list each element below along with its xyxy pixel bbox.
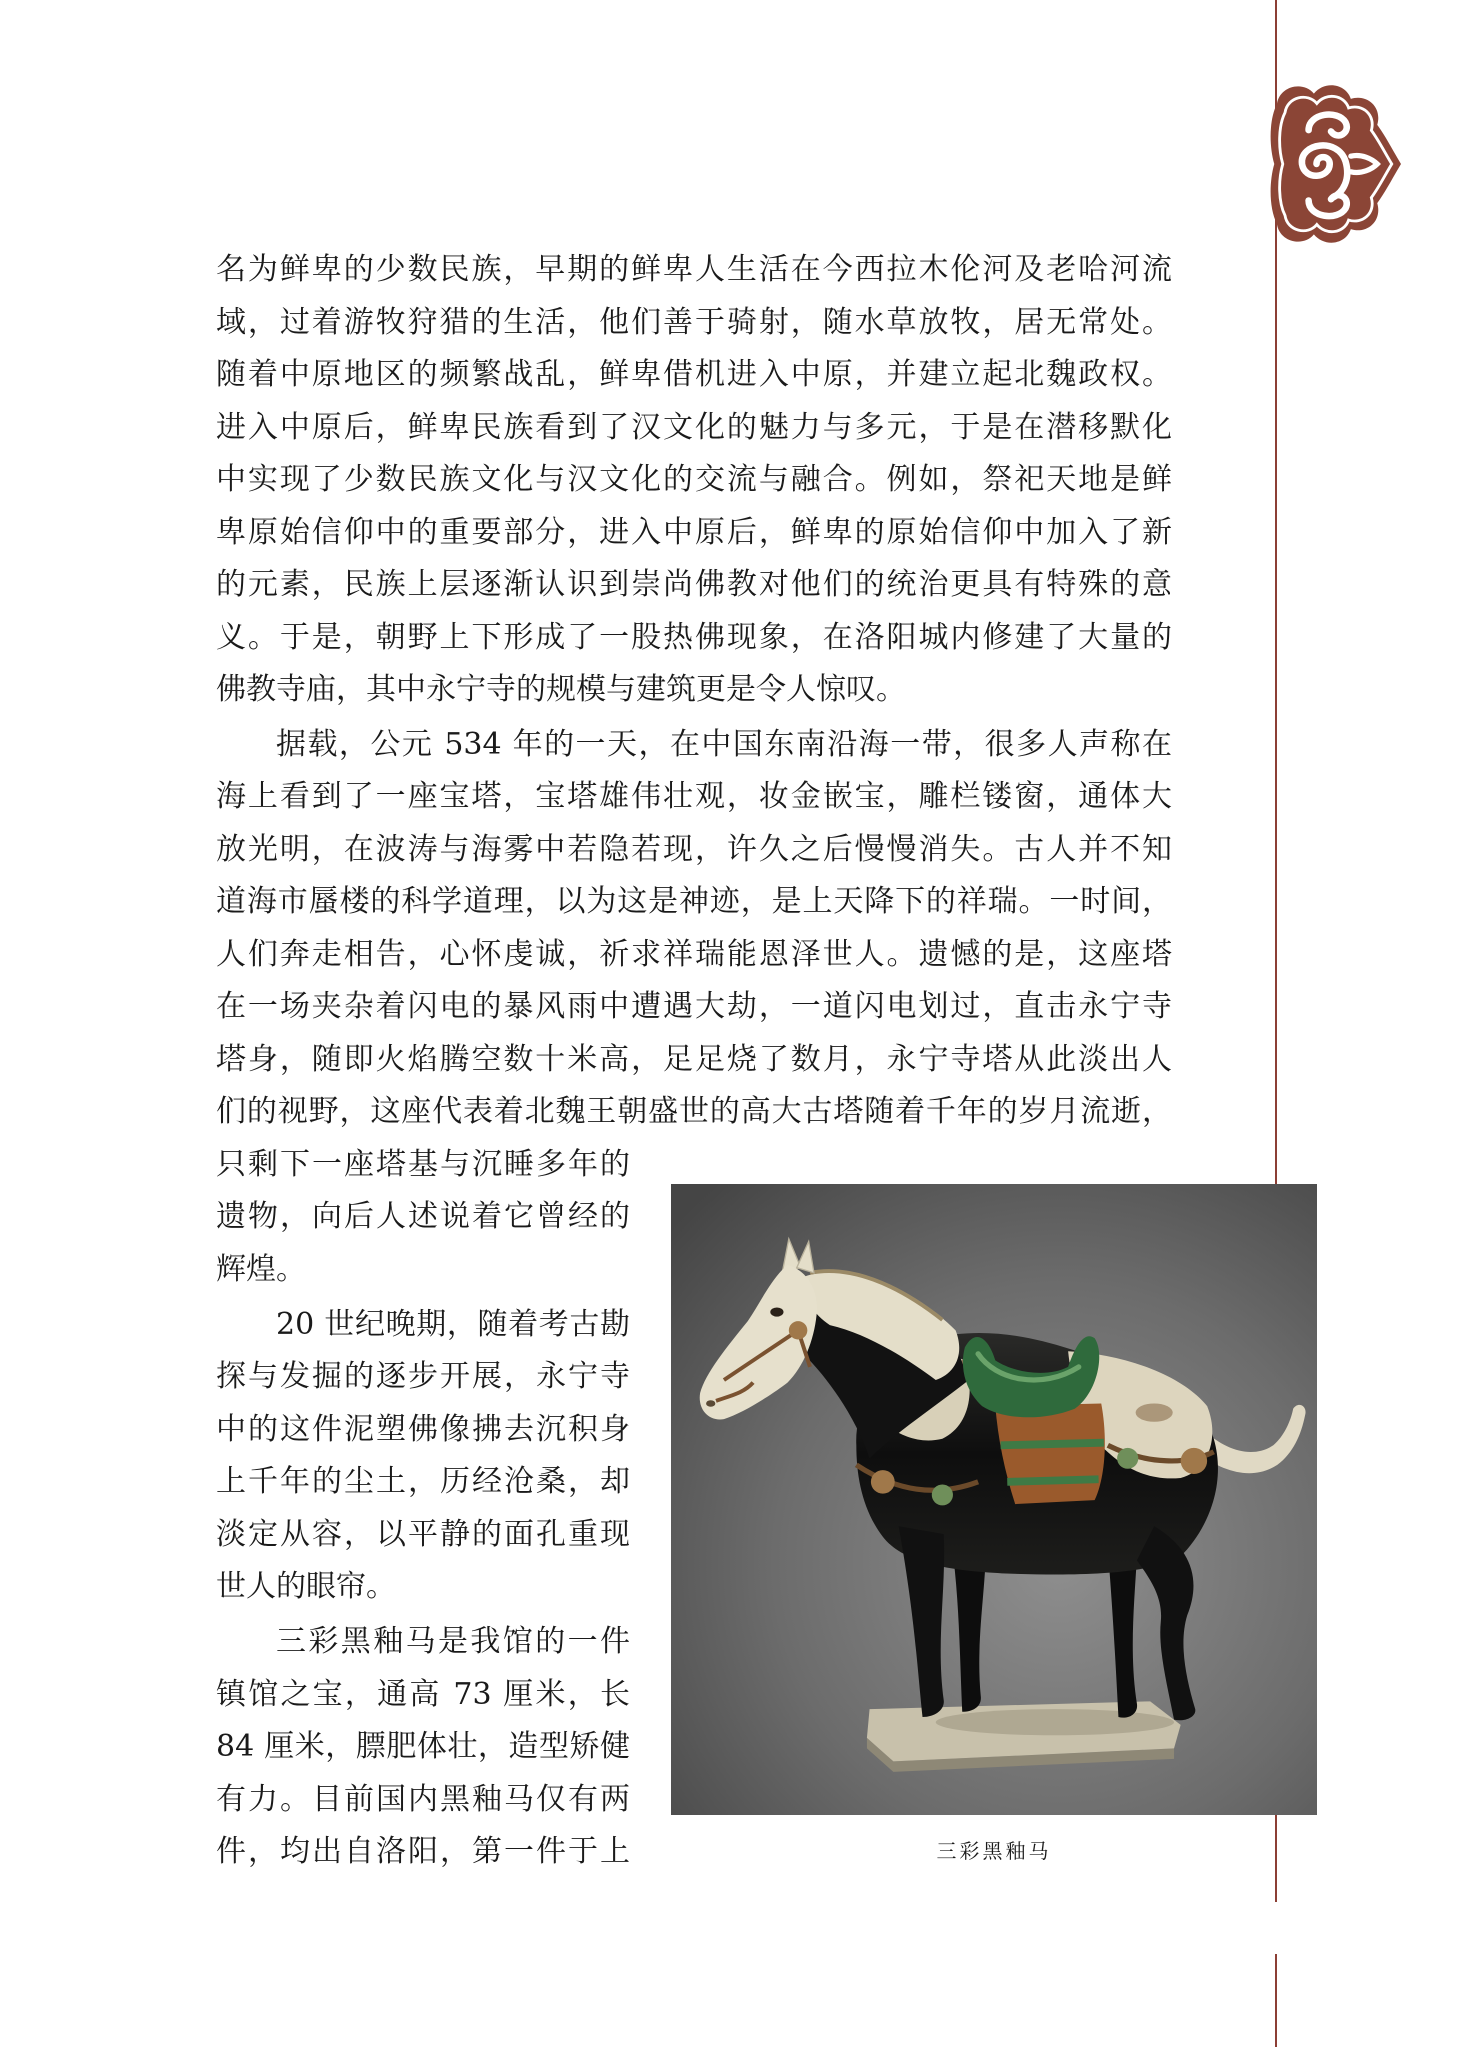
text-line: 84 厘米，膘肥体壮，造型矫健 xyxy=(216,1729,630,1765)
horse-eye xyxy=(770,1307,783,1316)
base-shadow xyxy=(936,1709,1174,1735)
text-line: 道海市蜃楼的科学道理，以为这是神迹，是上天降下的祥瑞。一时间， xyxy=(216,884,1172,920)
horse-nostril xyxy=(706,1400,715,1407)
text-line: 域，过着游牧狩猎的生活，他们善于骑射，随水草放牧，居无常处。 xyxy=(216,304,1172,340)
text-line: 件，均出自洛阳，第一件于上 xyxy=(216,1834,630,1870)
figure-caption: 三彩黑釉马 xyxy=(936,1839,1052,1863)
text-line: 进入中原后，鲜卑民族看到了汉文化的魅力与多元，于是在潜移默化 xyxy=(216,409,1172,445)
text-line: 上千年的尘土，历经沧桑，却 xyxy=(216,1464,630,1500)
text-line: 世人的眼帘。 xyxy=(216,1569,396,1605)
text-line: 们的视野，这座代表着北魏王朝盛世的高大古塔随着千年的岁月流逝， xyxy=(216,1094,1172,1130)
auspicious-cloud-icon xyxy=(1269,78,1401,250)
text-line: 塔身，随即火焰腾空数十米高，足足烧了数月，永宁寺塔从此淡出人 xyxy=(216,1041,1172,1077)
text-line: 中实现了少数民族文化与汉文化的交流与融合。例如，祭祀天地是鲜 xyxy=(216,462,1172,497)
text-line: 三彩黑釉马是我馆的一件 xyxy=(276,1624,630,1660)
text-line: 在一场夹杂着闪电的暴风雨中遭遇大劫，一道闪电划过，直击永宁寺 xyxy=(216,989,1172,1025)
text-line: 20 世纪晚期，随着考古勘 xyxy=(276,1306,630,1342)
harness-rosette xyxy=(871,1470,895,1494)
tricolor-black-glazed-horse-photo xyxy=(671,1184,1317,1815)
bridle-rosette xyxy=(789,1321,808,1339)
harness-rosette xyxy=(1117,1448,1138,1469)
text-line: 有力。目前国内黑釉马仅有两 xyxy=(216,1781,630,1817)
cloud-outline xyxy=(1271,85,1401,242)
text-line: 放光明，在波涛与海雾中若隐若现，许久之后慢慢消失。古人并不知 xyxy=(216,831,1172,867)
text-line: 卑原始信仰中的重要部分，进入中原后，鲜卑的原始信仰中加入了新 xyxy=(216,514,1172,550)
text-line: 遗物，向后人述说着它曾经的 xyxy=(216,1199,630,1235)
harness-rosette xyxy=(932,1484,953,1505)
text-line: 淡定从容，以平静的面孔重现 xyxy=(216,1516,630,1552)
text-line: 镇馆之宝，通高 73 厘米，长 xyxy=(216,1676,630,1712)
text-line: 佛教寺庙，其中永宁寺的规模与建筑更是令人惊叹。 xyxy=(216,672,906,707)
text-line: 随着中原地区的频繁战乱，鲜卑借机进入中原，并建立起北魏政权。 xyxy=(216,357,1172,392)
glaze-splash xyxy=(1136,1403,1173,1421)
text-line: 据载，公元 534 年的一天，在中国东南沿海一带，很多人声称在 xyxy=(276,726,1172,762)
page-margin-rule xyxy=(1275,1954,1277,2047)
text-line: 的元素，民族上层逐渐认识到崇尚佛教对他们的统治更具有特殊的意 xyxy=(216,567,1172,602)
saddle-cloth xyxy=(995,1403,1105,1504)
text-line: 只剩下一座塔基与沉睡多年的 xyxy=(216,1146,630,1182)
text-line: 海上看到了一座宝塔，宝塔雄伟壮观，妆金嵌宝，雕栏镂窗，通体大 xyxy=(216,779,1172,815)
text-line: 义。于是，朝野上下形成了一股热佛现象，在洛阳城内修建了大量的 xyxy=(216,619,1172,655)
text-line: 名为鲜卑的少数民族，早期的鲜卑人生活在今西拉木伦河及老哈河流 xyxy=(216,252,1172,287)
harness-rosette xyxy=(1181,1448,1207,1474)
text-line: 探与发掘的逐步开展，永宁寺 xyxy=(216,1359,630,1395)
text-line: 中的这件泥塑佛像拂去沉积身 xyxy=(216,1411,630,1447)
text-line: 人们奔走相告，心怀虔诚，祈求祥瑞能恩泽世人。遗憾的是，这座塔 xyxy=(216,936,1172,972)
paragraph-1 xyxy=(216,244,1172,717)
text-line: 辉煌。 xyxy=(216,1251,306,1287)
